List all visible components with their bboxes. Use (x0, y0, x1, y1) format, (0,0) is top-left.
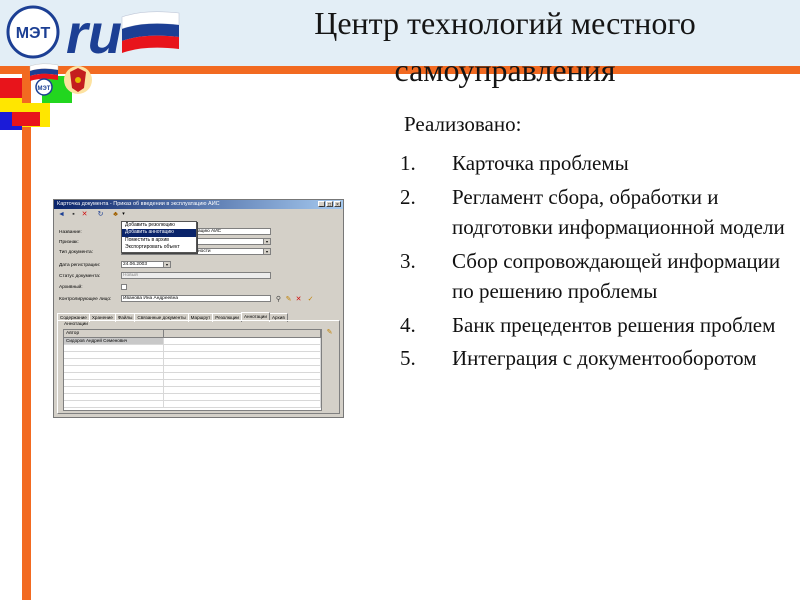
table-row[interactable] (64, 338, 321, 345)
table-cell: Сидоров Андрей Семенович (64, 338, 164, 344)
refresh-icon[interactable]: ↻ (97, 211, 104, 218)
back-arrow-icon[interactable]: ◄ (58, 211, 65, 218)
close-button[interactable]: × (334, 201, 341, 207)
tab-files[interactable]: Файлы (115, 313, 136, 322)
small-emblem-logo (28, 62, 100, 96)
archive-checkbox[interactable] (121, 284, 127, 290)
status-field: Новый (121, 272, 271, 279)
slide-title: Центр технологий местного самоуправления (314, 5, 696, 88)
tab-storage[interactable]: Хранение (89, 313, 116, 322)
table-cell (164, 338, 321, 344)
name-field[interactable]: ацию АИС (121, 228, 271, 235)
tab-route[interactable]: Маршрут (188, 313, 214, 322)
clear-icon[interactable]: ✕ (295, 296, 302, 303)
svg-text:ru: ru (66, 3, 122, 61)
deco-square-red-2 (12, 112, 40, 126)
table-row[interactable] (64, 394, 321, 401)
sign-label: Признак: (59, 240, 79, 245)
name-label: Название: (59, 230, 82, 235)
menu-item-add-resolution[interactable]: Добавить резолюцию (125, 222, 175, 228)
window-titlebar (54, 200, 343, 209)
table-row[interactable] (64, 345, 321, 352)
document-card-window (53, 199, 344, 418)
annotations-table (63, 329, 322, 411)
table-row[interactable] (64, 359, 321, 366)
list-item: 2. Регламент сбора, обработки и подготовки информационной модели (400, 184, 785, 239)
chevron-down-icon: ▾ (263, 239, 270, 244)
table-row[interactable] (64, 352, 321, 359)
delete-icon[interactable]: ✕ (81, 211, 88, 218)
status-label: Статус документа: (59, 274, 101, 279)
list-item: 4. Банк прецедентов решения проблем (400, 312, 776, 337)
list-item: 1. Карточка проблемы (400, 151, 629, 175)
tab-content[interactable]: Содержание (57, 313, 90, 322)
annotations-panel (57, 320, 340, 414)
table-row[interactable] (64, 366, 321, 373)
svg-text:МЭТ: МЭТ (15, 25, 51, 42)
archive-label: Архивный: (59, 285, 83, 290)
save-icon[interactable]: ▪ (72, 211, 75, 218)
window-toolbar (54, 209, 343, 220)
tab-related-documents[interactable]: Связанные документы (134, 313, 188, 322)
regdate-label: Дата регистрации: (59, 263, 101, 268)
doctype-select[interactable]: ности ▾ (121, 248, 271, 255)
actions-menu-icon[interactable]: ♣ (113, 211, 118, 218)
list-item: 5. Интеграция с документооборотом (400, 346, 757, 370)
met-ru-logo (4, 3, 184, 61)
controller-label: Контролирующее лицо: (59, 297, 112, 302)
list-item: 3. Сбор сопровождающей информации по решению проблемы (400, 248, 781, 303)
chevron-down-icon[interactable]: ▾ (122, 211, 125, 217)
column-header-text[interactable] (164, 330, 321, 337)
actions-dropdown-menu (121, 221, 197, 253)
controller-field[interactable]: Иванова Ина Андреевна (121, 295, 271, 302)
tab-annotations[interactable]: Аннотации (241, 312, 270, 321)
minimize-button[interactable]: _ (318, 201, 325, 207)
search-icon[interactable]: ⚲ (275, 296, 282, 303)
table-row[interactable] (64, 401, 321, 408)
svg-text:МЭТ: МЭТ (37, 86, 51, 92)
edit-icon[interactable]: ✎ (326, 329, 333, 336)
chevron-down-icon: ▾ (163, 262, 170, 267)
table-header (64, 330, 321, 338)
intro-text: Реализовано: (404, 112, 522, 136)
tab-resolutions[interactable]: Резолюции (212, 313, 242, 322)
panel-title: Аннотации (64, 322, 88, 327)
deco-square-red (0, 78, 22, 98)
doctype-label: Тип документа: (59, 250, 94, 255)
menu-item-archive[interactable]: Поместить в архив (125, 236, 169, 243)
table-row[interactable] (64, 373, 321, 380)
accent-bar-vertical (22, 66, 31, 600)
deco-square-yellow (0, 98, 22, 112)
check-icon[interactable]: ✓ (307, 296, 314, 303)
window-title: Карточка документа - Приказ об введении в эксплуатацию АИС (57, 201, 220, 207)
achievements-list (400, 148, 790, 377)
edit-icon[interactable]: ✎ (285, 296, 292, 303)
table-row[interactable] (64, 380, 321, 387)
tab-archive[interactable]: Архив (269, 313, 288, 322)
column-header-author[interactable]: Автор (64, 330, 164, 337)
chevron-down-icon: ▾ (263, 249, 270, 254)
menu-item-add-annotation[interactable]: Добавить аннотацию (122, 229, 196, 236)
maximize-button[interactable]: □ (327, 202, 332, 208)
menu-item-export[interactable]: Экспортировать объект (125, 244, 180, 251)
regdate-field[interactable]: 24.06.2003 ▾ (121, 261, 171, 268)
table-row[interactable] (64, 387, 321, 394)
